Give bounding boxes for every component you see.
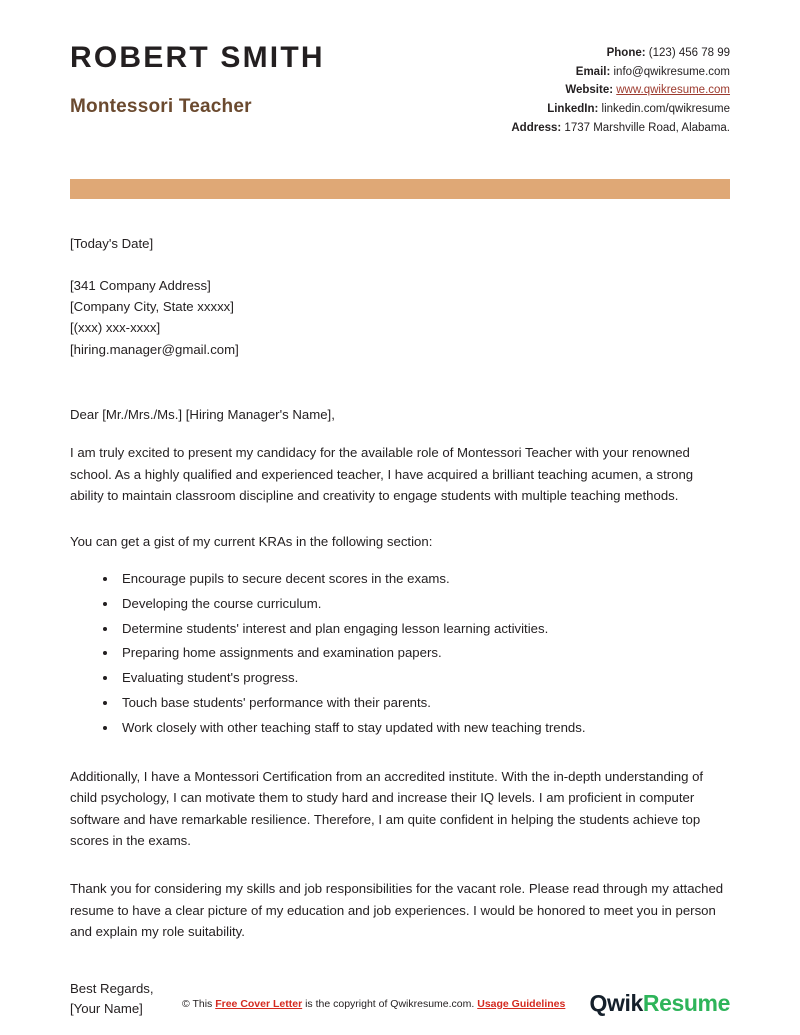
- list-item: Determine students' interest and plan engaging lesson learning activities.: [103, 619, 730, 640]
- recipient-email-line: [hiring.manager@gmail.com]: [70, 341, 239, 357]
- salutation: Dear [Mr./Mrs./Ms.] [Hiring Manager's Name],: [70, 407, 335, 422]
- contact-label-phone: Phone:: [606, 47, 646, 59]
- list-item: Encourage pupils to secure decent scores in the exams.: [103, 569, 730, 590]
- paragraph-closing: Thank you for considering my skills and job responsibilities for the vacant role. Please read through my attached resume to have a clear picture of my education and job experiences. I would be honored to meet you in person and explain my role suitability.: [70, 881, 724, 940]
- contact-row-linkedin: [511, 100, 730, 119]
- logo-text-resume: Resume: [642, 990, 730, 1016]
- letter-date: [Today's Date]: [70, 236, 154, 252]
- free-cover-letter-link[interactable]: Free Cover Letter: [215, 997, 303, 1010]
- recipient-address-line: [341 Company Address]: [70, 277, 211, 293]
- contact-value-address: 1737 Marshville Road, Alabama.: [564, 121, 730, 134]
- letter-body: [70, 199, 730, 1019]
- paragraph-certification: Additionally, I have a Montessori Certification from an accredited institute. With the in-depth understanding of child psychology, I can motivate them to study hard and increase their IQ levels. I am proficient in computer software and have remarkable resilience. Therefore, I am quite confident in helping the students achieve top scores in the exams.: [70, 768, 704, 849]
- copyright-middle: is the copyright of Qwikresume.com.: [302, 997, 478, 1010]
- contact-row-website: [511, 81, 730, 100]
- contact-details: [511, 38, 730, 137]
- identity-block: [70, 38, 325, 118]
- contact-value-linkedin: linkedin.com/qwikresume: [601, 102, 730, 115]
- contact-label-address: Address:: [511, 121, 562, 134]
- copyright-prefix: © This: [182, 997, 216, 1010]
- page-footer: [70, 990, 730, 1017]
- paragraph-intro: I am truly excited to present my candidacy for the available role of Montessori Teacher with your renowned school. As a highly qualified and experienced teacher, I have acquired a brilliant teaching acumen, a strong ability to maintain classroom discipline and creativity to engage students with multiple teaching methods.: [70, 445, 694, 504]
- list-item: Preparing home assignments and examination papers.: [103, 643, 730, 664]
- signoff-salutation: Best Regards,: [70, 980, 154, 996]
- list-item: Evaluating student's progress.: [103, 668, 730, 689]
- contact-label-email: Email:: [575, 65, 611, 78]
- contact-link-website[interactable]: www.qwikresume.com: [616, 84, 730, 97]
- copyright-notice: [70, 998, 565, 1010]
- contact-row-address: [511, 119, 730, 138]
- list-item: Touch base students' performance with their parents.: [103, 693, 730, 714]
- accent-divider-bar: [70, 179, 730, 199]
- recipient-phone-line: [(xxx) xxx-xxxx]: [70, 320, 161, 336]
- contact-row-email: [511, 63, 730, 82]
- applicant-job-title: Montessori Teacher: [70, 95, 252, 117]
- recipient-city-state-line: [Company City, State xxxxx]: [70, 298, 234, 314]
- applicant-name: ROBERT SMITH: [70, 41, 325, 74]
- contact-label-website: Website:: [565, 84, 614, 97]
- contact-value-email: info@qwikresume.com: [613, 65, 730, 78]
- kra-intro-text: You can get a gist of my current KRAs in the following section:: [70, 533, 433, 549]
- kra-list: [70, 569, 730, 739]
- contact-row-phone: [511, 44, 730, 63]
- usage-guidelines-link[interactable]: Usage Guidelines: [477, 997, 566, 1010]
- qwikresume-logo: [590, 990, 730, 1017]
- contact-value-phone: (123) 456 78 99: [648, 47, 730, 59]
- letter-header: [70, 0, 730, 137]
- list-item: Developing the course curriculum.: [103, 594, 730, 615]
- signoff-name: [Your Name]: [70, 1000, 143, 1016]
- contact-label-linkedin: LinkedIn:: [547, 102, 599, 115]
- list-item: Work closely with other teaching staff to stay updated with new teaching trends.: [103, 718, 730, 739]
- logo-text-qwik: Qwik: [589, 990, 643, 1016]
